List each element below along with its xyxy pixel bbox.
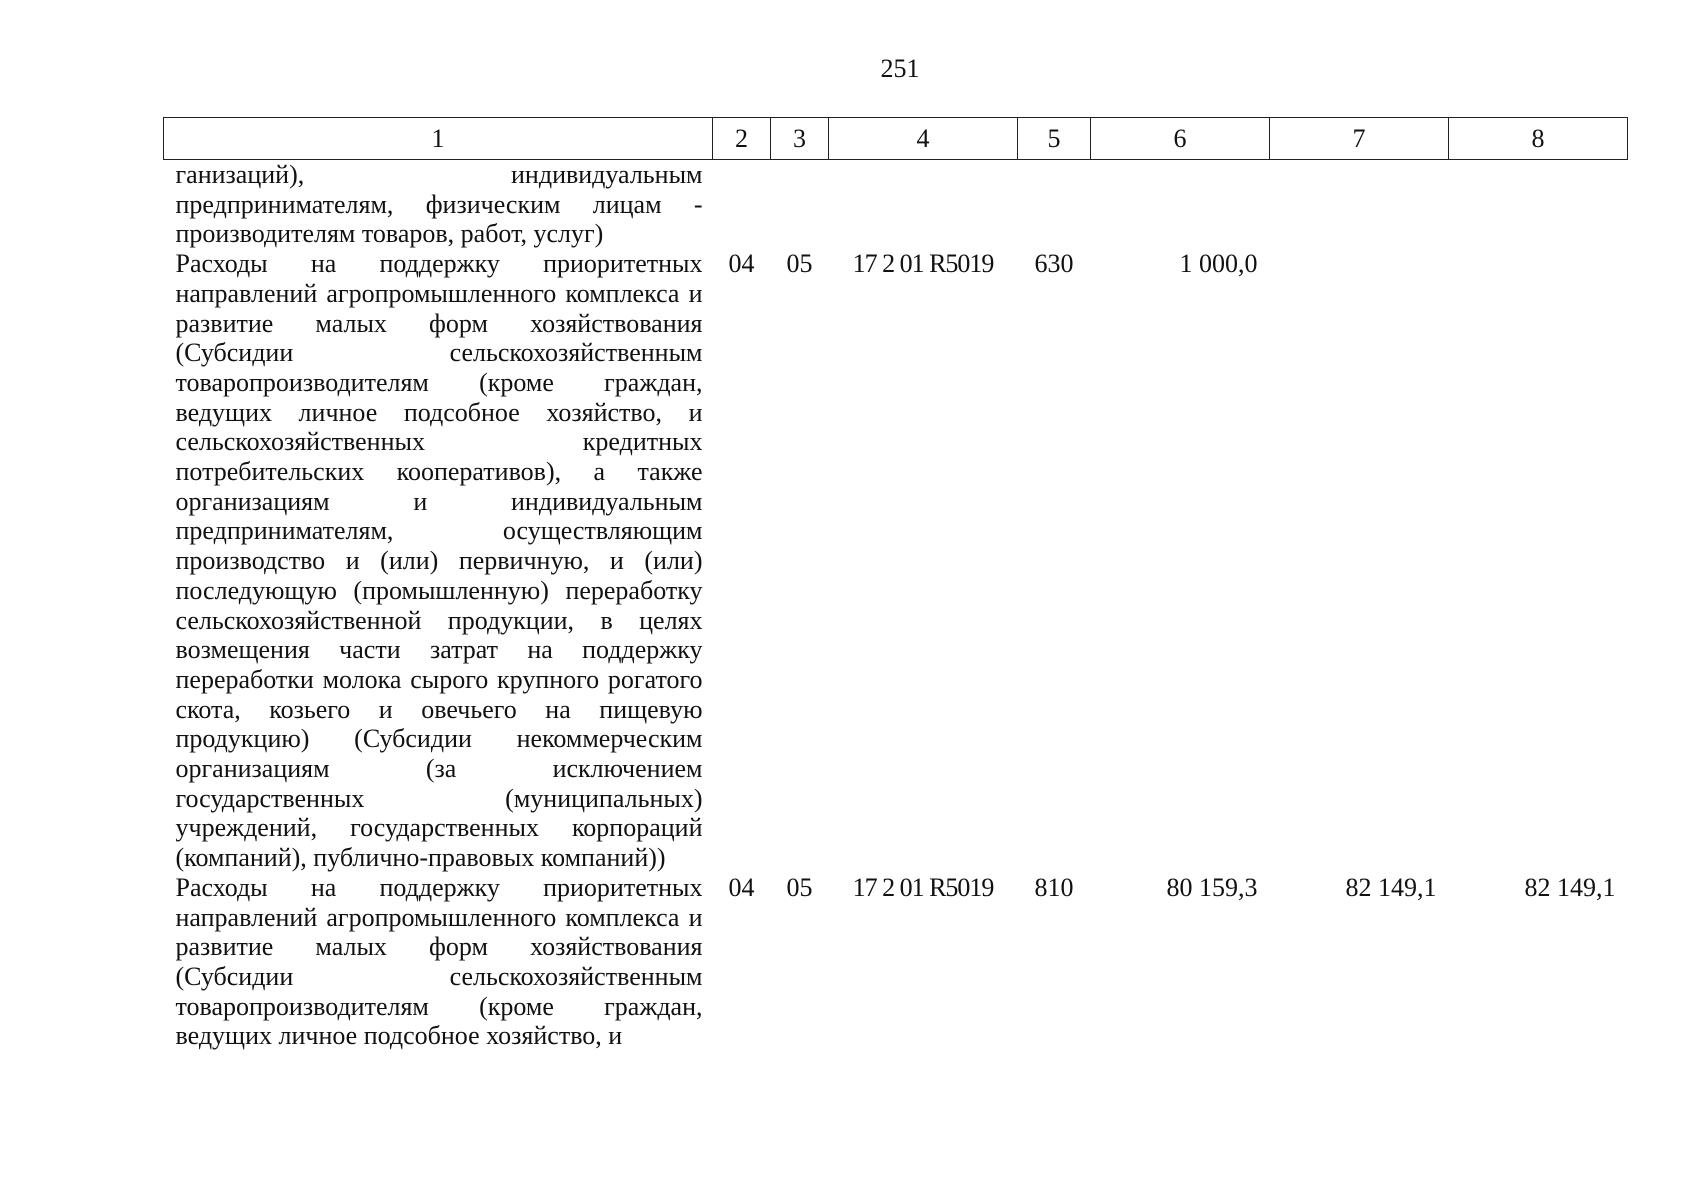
- table-row: [164, 873, 1628, 1051]
- row-amount-8: [1449, 249, 1628, 873]
- row-description: Расходы на поддержку приоритетных направлений агропромышленного комплекса и развитие малых форм хозяйствования (Субсидии сельскохозяйственным товаропроизводителям (кроме граждан, ведущих личное подсобное хозяйство, и сельскохозяйственных кредитных потребительских кооперативов), а также организациям и индивидуальным предпринимателям, осуществляющим производство и (или) первичную, и (или) последующую (промышленную) переработку сельскохозяйственной продукции, в целях возмещения части затрат на поддержку переработки молока сырого крупного рогатого скота, козьего и овечьего на пищевую продукцию) (Субсидии некоммерческим организациям (за исключением государственных (муниципальных) учреждений, государственных корпораций (компаний), публично-правовых компаний)): [175, 249, 703, 873]
- column-header: 6: [1091, 118, 1270, 160]
- row-section: 04: [728, 249, 755, 279]
- row-amount-8: [1449, 160, 1628, 250]
- row-amount-7: [1270, 249, 1449, 873]
- column-header: 2: [713, 118, 771, 160]
- table-row: [164, 160, 1628, 250]
- column-header: 5: [1018, 118, 1091, 160]
- row-expense-type: [1018, 160, 1091, 250]
- row-amount-7: 82 149,1: [1345, 872, 1437, 902]
- row-expense-type: 630: [1034, 249, 1074, 279]
- row-target-article: 17 2 01 R5019: [852, 872, 994, 902]
- row-subsection: 05: [786, 872, 813, 902]
- row-section: 04: [728, 872, 755, 902]
- page-number: 251: [880, 54, 920, 83]
- row-target-article: 17 2 01 R5019: [852, 249, 994, 279]
- row-amount-6: 1 000,0: [1179, 249, 1258, 279]
- row-target-article: [829, 160, 1018, 250]
- row-expense-type: 810: [1034, 872, 1074, 902]
- row-description: Расходы на поддержку приоритетных направлений агропромышленного комплекса и развитие малых форм хозяйствования (Субсидии сельскохозяйственным товаропроизводителям (кроме граждан, ведущих личное подсобное хозяйство, и: [175, 872, 703, 1051]
- column-header: 7: [1270, 118, 1449, 160]
- row-amount-7: [1270, 160, 1449, 250]
- column-header: 8: [1449, 118, 1628, 160]
- row-subsection: [771, 160, 829, 250]
- row-amount-8: 82 149,1: [1524, 872, 1616, 902]
- column-header: 4: [829, 118, 1018, 160]
- row-amount-6: [1091, 160, 1270, 250]
- row-subsection: 05: [786, 249, 813, 279]
- row-section: [713, 160, 771, 250]
- budget-table: [163, 117, 1628, 1051]
- column-header: 3: [771, 118, 829, 160]
- row-amount-6: 80 159,3: [1166, 872, 1258, 902]
- row-description: ганизаций), индивидуальным предпринимателям, физическим лицам - производителям товаров, работ, услуг): [175, 160, 703, 249]
- table-header-row: [164, 118, 1628, 160]
- table-row: [164, 249, 1628, 873]
- column-header: 1: [164, 118, 713, 160]
